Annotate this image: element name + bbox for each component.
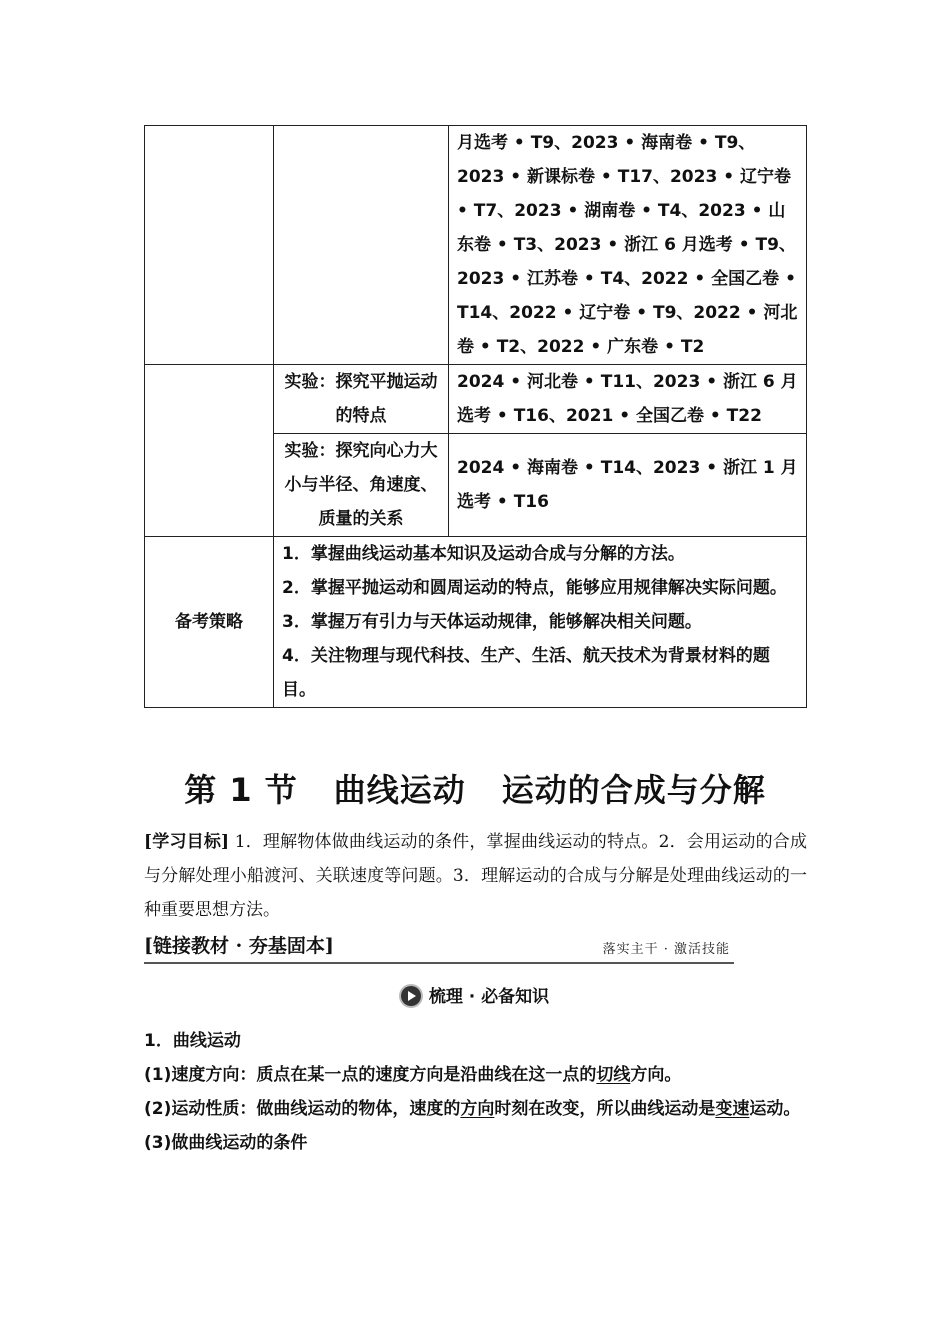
- banner-title: [链接教材 · 夯基固本]: [144, 935, 334, 957]
- heading-curved-motion: 1．曲线运动: [144, 1031, 241, 1051]
- text-span: 时刻在改变，所以曲线运动是: [494, 1099, 716, 1119]
- section-banner: [144, 930, 734, 964]
- blank-answer: 变速: [715, 1099, 750, 1119]
- strategy-item: 2．掌握平抛运动和圆周运动的特点，能够应用规律解决实际问题。: [282, 578, 787, 598]
- subheading-text: 梳理 · 必备知识: [428, 987, 550, 1007]
- table-cell-exams: 2024 • 河北卷 • T11、2023 • 浙江 6 月选考 • T16、2021 • 全国乙卷 • T22: [449, 365, 807, 434]
- text-span: 运动。: [749, 1099, 801, 1119]
- table-cell-empty: [145, 126, 274, 365]
- table-cell-experiment: 实验：探究向心力大小与半径、角速度、质量的关系: [274, 434, 449, 537]
- table-row: [145, 365, 807, 434]
- paragraph: (3)做曲线运动的条件: [144, 1133, 308, 1153]
- table-cell-exams: 月选考 • T9、2023 • 海南卷 • T9、2023 • 新课标卷 • T17、2023 • 辽宁卷 • T7、2023 • 湖南卷 • T4、2023 • 山东卷 • T3、2023 • 浙江 6 月选考 • T9、2023 • 江苏卷 • T4、2022 • 全国乙卷 • T14、2022 • 辽宁卷 • T9、2022 • 河北卷 • T2、2022 • 广东卷 • T2: [449, 126, 807, 365]
- strategy-label: 备考策略: [145, 537, 274, 708]
- goals-text: 1．理解物体做曲线运动的条件，掌握曲线运动的特点。2．会用运动的合成与分解处理小船渡河、关联速度等问题。3．理解运动的合成与分解是处理曲线运动的一种重要思想方法。: [144, 832, 807, 920]
- blank-answer: 方向: [460, 1099, 495, 1119]
- paragraph: [144, 1058, 807, 1092]
- paragraph: [144, 1092, 807, 1126]
- strategy-cell: [274, 537, 807, 708]
- learning-goals: [144, 825, 807, 927]
- table-cell-experiment: 实验：探究平抛运动的特点: [274, 365, 449, 434]
- text-span: 方向。: [630, 1065, 682, 1085]
- section-number: 第 1 节: [184, 771, 298, 809]
- section-title-b: 运动的合成与分解: [501, 771, 766, 809]
- exam-table: [144, 125, 807, 708]
- text-span: (2)运动性质：做曲线运动的物体，速度的: [144, 1099, 461, 1119]
- text-span: (1)速度方向：质点在某一点的速度方向是沿曲线在这一点的: [144, 1065, 597, 1085]
- play-icon: [401, 986, 421, 1006]
- strategy-item: 4．关注物理与现代科技、生产、生活、航天技术为背景材料的题目。: [282, 646, 770, 700]
- table-row: [145, 537, 807, 708]
- table-cell-empty: [145, 365, 274, 537]
- strategy-item: 3．掌握万有引力与天体运动规律，能够解决相关问题。: [282, 612, 702, 632]
- banner-subtitle: 落实主干 · 激活技能: [602, 942, 730, 957]
- table-row: [145, 126, 807, 365]
- subheading: [0, 983, 950, 1011]
- goals-label: [学习目标]: [144, 832, 230, 852]
- table-cell-exams: 2024 • 海南卷 • T14、2023 • 浙江 1 月选考 • T16: [449, 434, 807, 537]
- blank-answer: 切线: [596, 1065, 631, 1085]
- strategy-item: 1．掌握曲线运动基本知识及运动合成与分解的方法。: [282, 544, 685, 564]
- section-title-a: 曲线运动: [333, 771, 466, 809]
- table-cell-empty: [274, 126, 449, 365]
- section-title: [0, 766, 950, 814]
- body-text: [144, 1024, 807, 1160]
